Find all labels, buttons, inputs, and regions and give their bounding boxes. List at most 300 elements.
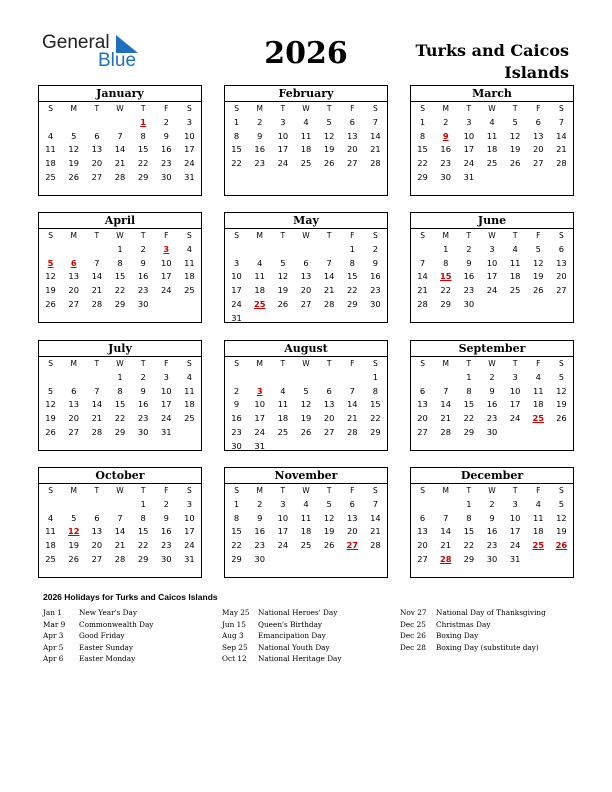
- day-cell: 9: [257, 130, 263, 141]
- day-cell: 17: [277, 144, 289, 155]
- day-cell: 22: [463, 540, 475, 551]
- holiday-day-cell: 26: [555, 540, 568, 551]
- holiday-name: National Day of Thanksgiving: [436, 608, 546, 617]
- month-title: September: [411, 341, 573, 357]
- day-cell: 29: [370, 426, 381, 437]
- week-row: [411, 116, 573, 130]
- day-cell: 1: [233, 116, 240, 127]
- day-cell: 7: [419, 257, 426, 268]
- weekday-label: M: [442, 231, 449, 240]
- day-cell: 14: [417, 271, 428, 282]
- day-cell: 30: [486, 553, 498, 564]
- day-cell: 4: [512, 243, 518, 254]
- weekday-label: T: [512, 231, 518, 240]
- day-cell: 25: [509, 285, 521, 296]
- day-cell: 28: [114, 553, 126, 564]
- weekday-header: [225, 102, 387, 116]
- day-cell: 31: [184, 553, 195, 564]
- week-row: [225, 270, 387, 284]
- day-cell: 24: [231, 298, 242, 309]
- day-cell: [39, 371, 62, 385]
- week-row: [39, 385, 201, 399]
- weekday-label: W: [488, 104, 496, 113]
- day-cell: 19: [300, 413, 312, 424]
- holiday-item: [43, 653, 153, 665]
- day-cell: 31: [463, 171, 475, 182]
- weekday-label: M: [70, 231, 77, 240]
- day-cell: 14: [114, 526, 126, 537]
- month-title: February: [225, 86, 387, 102]
- day-cell: 29: [440, 298, 451, 309]
- day-cell: 31: [231, 312, 242, 323]
- day-cell: 5: [326, 498, 332, 509]
- day-cell: 1: [372, 371, 379, 382]
- day-cell: 16: [440, 144, 451, 155]
- day-cell: 28: [556, 158, 567, 169]
- day-cell: [294, 371, 317, 385]
- weekday-label: W: [488, 359, 496, 368]
- day-cell: 1: [466, 371, 472, 382]
- day-cell: 12: [323, 512, 335, 523]
- weekday-label: T: [512, 104, 518, 113]
- holiday-column: [400, 607, 546, 653]
- day-cell: 16: [254, 144, 265, 155]
- day-cell: 16: [231, 413, 242, 424]
- day-cell: 14: [91, 399, 103, 410]
- day-cell: 17: [160, 399, 172, 410]
- weekday-header: [411, 229, 573, 243]
- day-cell: 20: [346, 526, 358, 537]
- day-cell: [527, 426, 550, 440]
- weekday-header: [39, 357, 201, 371]
- month-october: [38, 467, 202, 578]
- month-title: October: [39, 468, 201, 484]
- day-cell: [39, 116, 62, 130]
- weekday-label: F: [164, 231, 169, 240]
- day-cell: 12: [556, 512, 567, 523]
- month-march: [410, 85, 574, 196]
- day-cell: 21: [556, 144, 567, 155]
- day-cell: 19: [323, 526, 335, 537]
- weekday-label: W: [302, 104, 310, 113]
- day-cell: 20: [417, 540, 428, 551]
- day-cell: 26: [300, 426, 312, 437]
- country-line-1: Turks and Caicos: [415, 41, 569, 60]
- day-cell: [341, 553, 364, 567]
- week-row: [39, 270, 201, 284]
- weekday-label: T: [140, 359, 146, 368]
- weekday-label: M: [256, 104, 263, 113]
- day-cell: 6: [535, 116, 541, 127]
- weekday-label: S: [373, 486, 378, 495]
- holiday-name: Easter Sunday: [79, 642, 134, 652]
- day-cell: 10: [277, 512, 289, 523]
- day-cell: 6: [419, 512, 426, 523]
- day-cell: 5: [558, 498, 565, 509]
- week-row: [411, 284, 573, 298]
- weekday-label: S: [373, 104, 378, 113]
- day-cell: 23: [137, 285, 149, 296]
- holiday-item: [43, 630, 153, 642]
- week-row: [411, 157, 573, 171]
- day-cell: 19: [277, 285, 289, 296]
- holiday-day-cell: 1: [140, 116, 147, 127]
- day-cell: 27: [323, 426, 335, 437]
- day-cell: [62, 371, 85, 385]
- weekday-header: [225, 229, 387, 243]
- day-cell: 8: [140, 512, 146, 523]
- day-cell: 8: [466, 385, 472, 396]
- weekday-label: F: [350, 104, 355, 113]
- day-cell: 15: [346, 271, 358, 282]
- week-row: [411, 498, 573, 512]
- day-cell: 2: [489, 371, 495, 382]
- weekday-label: T: [326, 486, 332, 495]
- day-cell: [294, 440, 317, 454]
- month-title: January: [39, 86, 201, 102]
- holiday-item: [222, 630, 342, 642]
- day-cell: 15: [114, 399, 126, 410]
- holiday-item: [43, 607, 153, 619]
- day-cell: [527, 298, 550, 312]
- weekday-label: T: [512, 486, 518, 495]
- day-cell: 26: [68, 553, 79, 564]
- weekday-label: S: [420, 231, 425, 240]
- day-cell: 7: [117, 512, 123, 523]
- weekday-label: T: [280, 104, 286, 113]
- day-cell: 24: [277, 158, 289, 169]
- holiday-date: Mar 9: [43, 619, 66, 629]
- day-cell: 22: [114, 413, 126, 424]
- day-cell: 3: [233, 257, 240, 268]
- day-cell: 11: [277, 399, 289, 410]
- day-cell: 31: [254, 440, 265, 451]
- day-cell: [225, 371, 248, 385]
- day-cell: 2: [443, 116, 449, 127]
- week-row: [39, 243, 201, 257]
- week-row: [225, 539, 387, 553]
- day-cell: 17: [184, 526, 195, 537]
- week-row: [39, 143, 201, 157]
- holiday-name: Boxing Day: [436, 631, 479, 640]
- day-cell: 18: [277, 413, 289, 424]
- day-cell: 29: [231, 553, 242, 564]
- day-cell: 29: [346, 298, 358, 309]
- holiday-date: Nov 27: [400, 608, 427, 617]
- weekday-label: S: [234, 486, 239, 495]
- day-cell: 21: [323, 285, 335, 296]
- weekday-label: T: [140, 104, 146, 113]
- day-cell: 21: [91, 285, 103, 296]
- day-cell: 5: [558, 371, 565, 382]
- day-cell: 14: [114, 144, 126, 155]
- day-cell: 27: [417, 426, 428, 437]
- holiday-date: Oct 12: [222, 654, 247, 663]
- day-cell: [550, 426, 573, 440]
- day-cell: 23: [486, 540, 498, 551]
- weekday-label: S: [559, 231, 564, 240]
- weekday-label: S: [373, 231, 378, 240]
- day-cell: 14: [91, 271, 103, 282]
- day-cell: 1: [419, 116, 426, 127]
- holiday-item: [222, 653, 342, 665]
- day-cell: 27: [346, 158, 358, 169]
- year-title: 2026: [264, 36, 348, 71]
- weekday-label: S: [373, 359, 378, 368]
- holiday-date: Dec 28: [400, 642, 426, 652]
- day-cell: 3: [186, 116, 193, 127]
- day-cell: 7: [94, 257, 100, 268]
- day-cell: 20: [68, 413, 79, 424]
- day-cell: 21: [440, 540, 451, 551]
- day-cell: 15: [137, 144, 149, 155]
- holiday-name: New Year's Day: [79, 608, 138, 617]
- week-row: [39, 512, 201, 526]
- week-row: [411, 525, 573, 539]
- holiday-date: Aug 3: [222, 631, 244, 640]
- week-row: [39, 371, 201, 385]
- day-cell: 5: [71, 130, 77, 141]
- day-cell: 9: [233, 399, 240, 410]
- day-cell: 6: [558, 243, 565, 254]
- day-cell: 2: [257, 498, 263, 509]
- day-cell: [271, 243, 294, 257]
- day-cell: 14: [346, 399, 358, 410]
- day-cell: 15: [417, 144, 428, 155]
- day-cell: [480, 171, 503, 185]
- day-cell: [85, 371, 108, 385]
- weekday-label: S: [234, 231, 239, 240]
- weekday-label: S: [559, 104, 564, 113]
- month-title: August: [225, 341, 387, 357]
- weekday-label: W: [302, 231, 310, 240]
- holiday-day-cell: 25: [253, 298, 266, 309]
- day-cell: 9: [372, 257, 379, 268]
- day-cell: 19: [556, 399, 567, 410]
- day-cell: 12: [532, 257, 544, 268]
- day-cell: 18: [45, 540, 56, 551]
- day-cell: 8: [443, 257, 449, 268]
- week-row: [411, 270, 573, 284]
- holiday-day-cell: 28: [439, 553, 452, 564]
- day-cell: 6: [326, 385, 332, 396]
- week-row: [39, 553, 201, 567]
- week-row: [225, 312, 387, 326]
- weekday-label: S: [420, 359, 425, 368]
- week-row: [411, 539, 573, 553]
- day-cell: 4: [47, 130, 54, 141]
- week-row: [39, 525, 201, 539]
- week-row: [411, 371, 573, 385]
- day-cell: 6: [349, 116, 355, 127]
- week-row: [39, 539, 201, 553]
- day-cell: 9: [257, 512, 263, 523]
- month-title: December: [411, 468, 573, 484]
- logo-text-blue: Blue: [98, 50, 137, 71]
- day-cell: 7: [372, 498, 379, 509]
- day-cell: 11: [45, 526, 56, 537]
- holiday-date: Apr 6: [43, 654, 64, 663]
- day-cell: 15: [370, 399, 381, 410]
- week-row: [225, 426, 387, 440]
- day-cell: [318, 243, 341, 257]
- day-cell: 9: [489, 385, 495, 396]
- day-cell: [411, 371, 434, 385]
- day-cell: 19: [509, 144, 521, 155]
- day-cell: 22: [417, 158, 428, 169]
- day-cell: [550, 171, 573, 185]
- day-cell: 22: [440, 285, 451, 296]
- month-june: [410, 212, 574, 323]
- weekday-label: S: [48, 359, 53, 368]
- day-cell: 3: [163, 371, 169, 382]
- holiday-item: [222, 619, 342, 631]
- day-cell: 1: [117, 371, 123, 382]
- weekday-label: F: [536, 231, 541, 240]
- month-title: November: [225, 468, 387, 484]
- week-row: [411, 130, 573, 144]
- day-cell: 30: [370, 298, 381, 309]
- day-cell: [108, 116, 131, 130]
- day-cell: 10: [160, 385, 172, 396]
- holiday-day-cell: 6: [70, 257, 77, 268]
- day-cell: 4: [280, 385, 286, 396]
- day-cell: 5: [535, 243, 541, 254]
- weekday-label: T: [466, 359, 472, 368]
- day-cell: 2: [140, 371, 146, 382]
- holiday-day-cell: 15: [439, 271, 452, 282]
- weekday-header: [39, 229, 201, 243]
- day-cell: 18: [532, 399, 544, 410]
- month-title: May: [225, 213, 387, 229]
- day-cell: 28: [114, 171, 126, 182]
- day-cell: 24: [463, 158, 475, 169]
- day-cell: [225, 243, 248, 257]
- day-cell: 25: [486, 158, 498, 169]
- month-february: [224, 85, 388, 196]
- weekday-label: F: [350, 486, 355, 495]
- day-cell: [411, 498, 434, 512]
- day-cell: 13: [532, 130, 544, 141]
- day-cell: [411, 243, 434, 257]
- holiday-date: Apr 5: [43, 642, 64, 652]
- day-cell: 1: [117, 243, 123, 254]
- holiday-name: Commonwealth Day: [79, 619, 154, 629]
- weekday-label: S: [187, 231, 192, 240]
- weekday-label: S: [420, 486, 425, 495]
- day-cell: 11: [532, 512, 544, 523]
- day-cell: 23: [370, 285, 381, 296]
- day-cell: 9: [163, 512, 169, 523]
- week-row: [411, 298, 573, 312]
- holiday-name: National Heritage Day: [258, 654, 342, 663]
- day-cell: 2: [233, 385, 240, 396]
- day-cell: 6: [419, 385, 426, 396]
- week-row: [411, 243, 573, 257]
- day-cell: 6: [349, 498, 355, 509]
- weekday-label: W: [116, 104, 124, 113]
- day-cell: 1: [233, 498, 240, 509]
- holiday-day-cell: 27: [346, 540, 359, 551]
- weekday-label: M: [70, 486, 77, 495]
- day-cell: [39, 243, 62, 257]
- month-november: [224, 467, 388, 578]
- weekday-label: W: [488, 486, 496, 495]
- weekday-label: M: [442, 359, 449, 368]
- day-cell: 2: [257, 116, 263, 127]
- day-cell: 13: [417, 399, 428, 410]
- day-cell: 2: [163, 498, 169, 509]
- day-cell: [527, 553, 550, 567]
- weekday-label: T: [94, 231, 100, 240]
- day-cell: 20: [417, 413, 428, 424]
- weekday-label: S: [234, 104, 239, 113]
- month-december: [410, 467, 574, 578]
- day-cell: [62, 116, 85, 130]
- weekday-label: F: [536, 104, 541, 113]
- day-cell: 25: [184, 285, 195, 296]
- day-cell: 28: [91, 298, 103, 309]
- weekday-header: [225, 357, 387, 371]
- day-cell: 20: [91, 540, 103, 551]
- day-cell: 17: [463, 144, 475, 155]
- day-cell: [341, 371, 364, 385]
- day-cell: 24: [509, 413, 521, 424]
- weekday-label: W: [302, 359, 310, 368]
- day-cell: [62, 498, 85, 512]
- day-cell: [504, 171, 527, 185]
- day-cell: 4: [257, 257, 263, 268]
- weekday-header: [225, 484, 387, 498]
- week-row: [225, 385, 387, 399]
- week-row: [411, 398, 573, 412]
- month-january: [38, 85, 202, 196]
- week-row: [225, 440, 387, 454]
- week-row: [411, 385, 573, 399]
- day-cell: 22: [370, 413, 381, 424]
- week-row: [39, 130, 201, 144]
- day-cell: 15: [137, 526, 149, 537]
- day-cell: 22: [114, 285, 126, 296]
- holiday-item: [400, 630, 546, 642]
- day-cell: 21: [417, 285, 428, 296]
- day-cell: 26: [45, 426, 56, 437]
- holiday-day-cell: 12: [67, 526, 80, 537]
- weekday-label: F: [350, 359, 355, 368]
- day-cell: 10: [160, 257, 172, 268]
- day-cell: 8: [233, 130, 240, 141]
- day-cell: 2: [466, 243, 472, 254]
- day-cell: [318, 371, 341, 385]
- weekday-label: M: [442, 486, 449, 495]
- week-row: [225, 553, 387, 567]
- holiday-name: National Heroes' Day: [258, 608, 338, 617]
- day-cell: 10: [184, 512, 195, 523]
- day-cell: [248, 371, 271, 385]
- day-cell: 15: [114, 271, 126, 282]
- day-cell: 16: [463, 271, 475, 282]
- day-cell: 7: [443, 512, 449, 523]
- day-cell: 17: [231, 285, 242, 296]
- day-cell: 11: [486, 130, 498, 141]
- day-cell: 29: [114, 426, 126, 437]
- day-cell: 29: [137, 553, 149, 564]
- day-cell: 4: [535, 371, 541, 382]
- day-cell: 20: [556, 271, 567, 282]
- month-title: July: [39, 341, 201, 357]
- week-row: [39, 412, 201, 426]
- weekday-label: S: [48, 231, 53, 240]
